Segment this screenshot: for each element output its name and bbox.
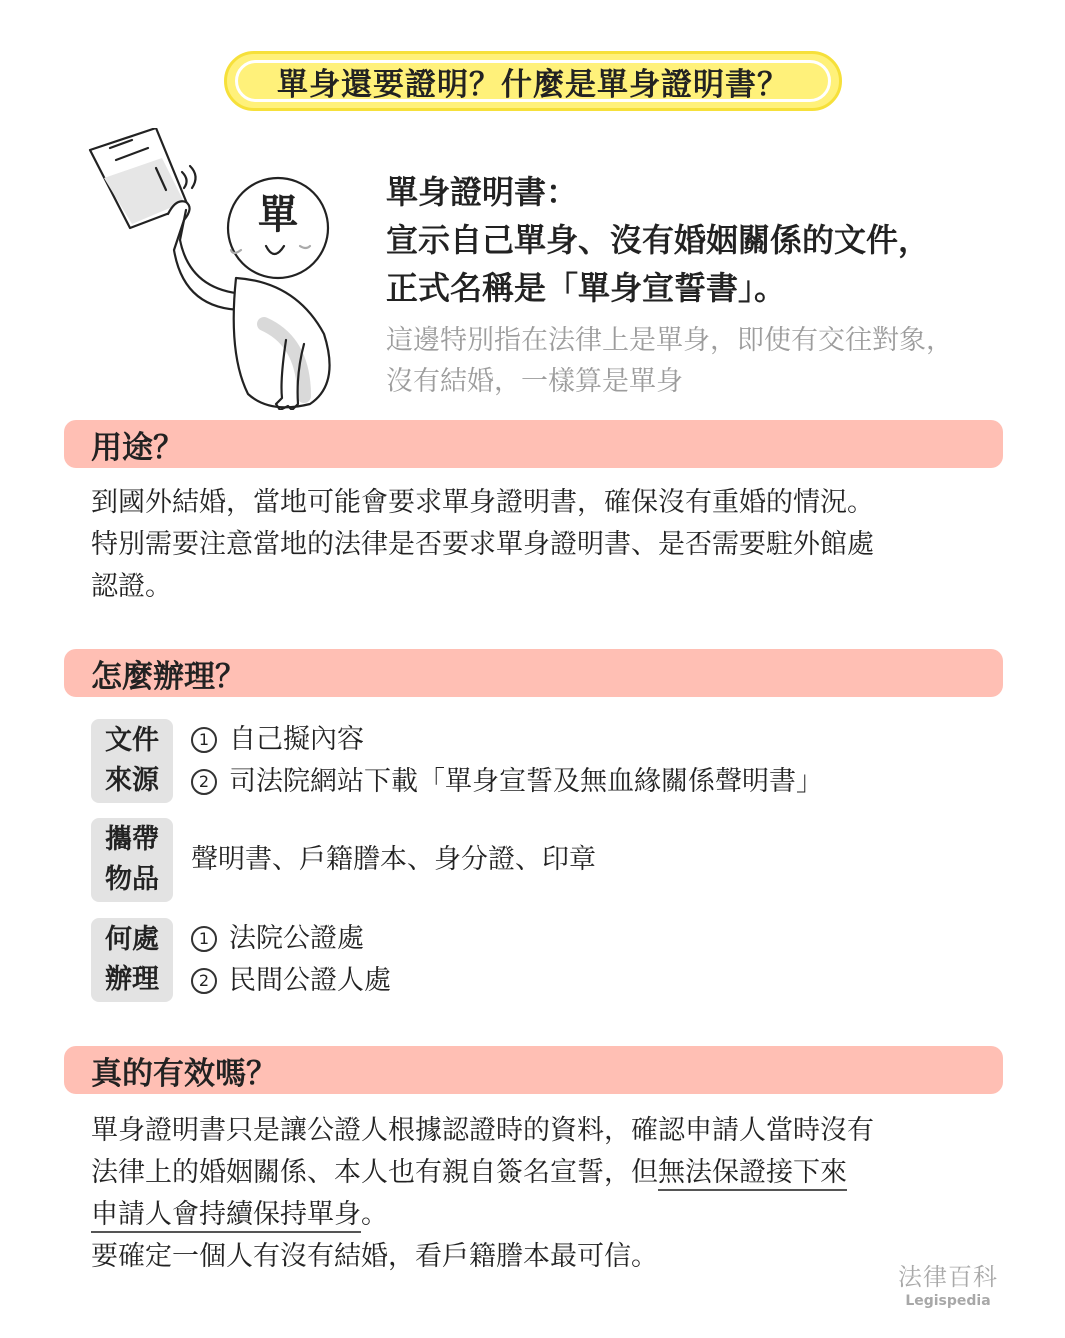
intro-line: 正式名稱是「單身宣誓書」。 xyxy=(386,269,787,307)
intro-block xyxy=(386,168,1046,402)
list-item xyxy=(191,918,391,960)
section-heading-text: 怎麼辦理？ xyxy=(91,658,246,695)
validity-line xyxy=(91,1194,991,1236)
page-title xyxy=(224,51,842,111)
intro-line: 宣示自己單身、沒有婚姻關係的文件， xyxy=(386,221,931,259)
usage-text xyxy=(91,482,991,608)
list-item xyxy=(191,839,596,881)
section-heading-usage xyxy=(64,420,1003,468)
validity-line: 要確定一個人有沒有結婚，看戶籍謄本最可信。 xyxy=(91,1241,658,1272)
intro-note-line: 沒有結婚，一樣算是單身 xyxy=(386,366,683,397)
row-tag xyxy=(91,719,173,803)
underlined-phrase: 無法保證接下來 xyxy=(658,1157,847,1191)
row-tag-line: 辦理 xyxy=(105,964,159,995)
row-items xyxy=(191,719,823,803)
row-items xyxy=(191,839,596,881)
section-heading-text: 用途？ xyxy=(91,429,184,466)
list-item xyxy=(191,719,823,761)
circled-number-badge: 1 xyxy=(191,727,217,753)
validity-line xyxy=(91,1152,991,1194)
validity-text xyxy=(91,1110,991,1278)
validity-line-part: 。 xyxy=(361,1199,388,1230)
list-item xyxy=(191,761,823,803)
circled-number-badge: 1 xyxy=(191,926,217,952)
row-tag-line: 物品 xyxy=(105,864,159,895)
row-tag xyxy=(91,818,173,902)
section-heading-text: 真的有效嗎？ xyxy=(91,1055,277,1092)
validity-line: 單身證明書只是讓公證人根據認證時的資料，確認申請人當時沒有 xyxy=(91,1115,874,1146)
intro-note xyxy=(386,320,1046,402)
list-item-text: 民間公證人處 xyxy=(229,965,391,996)
brand-logo-subtitle: Legispedia xyxy=(905,1293,991,1309)
mascot-illustration xyxy=(86,128,348,410)
row-tag xyxy=(91,918,173,1002)
row-tag-line: 攜帶 xyxy=(105,824,159,855)
circled-number-badge: 2 xyxy=(191,968,217,994)
intro-note-line: 這邊特別指在法律上是單身，即使有交往對象， xyxy=(386,325,953,356)
list-item-text: 法院公證處 xyxy=(229,923,364,954)
row-items xyxy=(191,918,391,1002)
validity-line-part: 法律上的婚姻關係、本人也有親自簽名宣誓，但 xyxy=(91,1157,658,1188)
row-tag-line: 文件 xyxy=(105,725,159,756)
usage-line: 到國外結婚，當地可能會要求單身證明書，確保沒有重婚的情況。 xyxy=(91,487,874,518)
row-tag-line: 何處 xyxy=(105,924,159,955)
list-item-text: 自己擬內容 xyxy=(229,724,364,755)
brand-logo-name: 法律百科 xyxy=(898,1263,998,1291)
usage-line: 認證。 xyxy=(91,571,172,602)
section-heading-howto xyxy=(64,649,1003,697)
usage-line: 特別需要注意當地的法律是否要求單身證明書、是否需要駐外館處 xyxy=(91,529,874,560)
underlined-phrase: 申請人會持續保持單身 xyxy=(91,1199,361,1233)
list-item-text: 司法院網站下載「單身宣誓及無血緣關係聲明書」 xyxy=(229,766,823,797)
list-item-text: 聲明書、戶籍謄本、身分證、印章 xyxy=(191,844,596,875)
page-title-text: 單身還要證明？什麼是單身證明書？ xyxy=(277,66,789,103)
circled-number-badge: 2 xyxy=(191,769,217,795)
list-item xyxy=(191,960,391,1002)
row-tag-line: 來源 xyxy=(105,765,159,796)
mascot-badge-char: 單 xyxy=(258,192,298,238)
section-heading-validity xyxy=(64,1046,1003,1094)
intro-line: 單身證明書： xyxy=(386,173,579,211)
brand-logo xyxy=(896,1262,1000,1310)
